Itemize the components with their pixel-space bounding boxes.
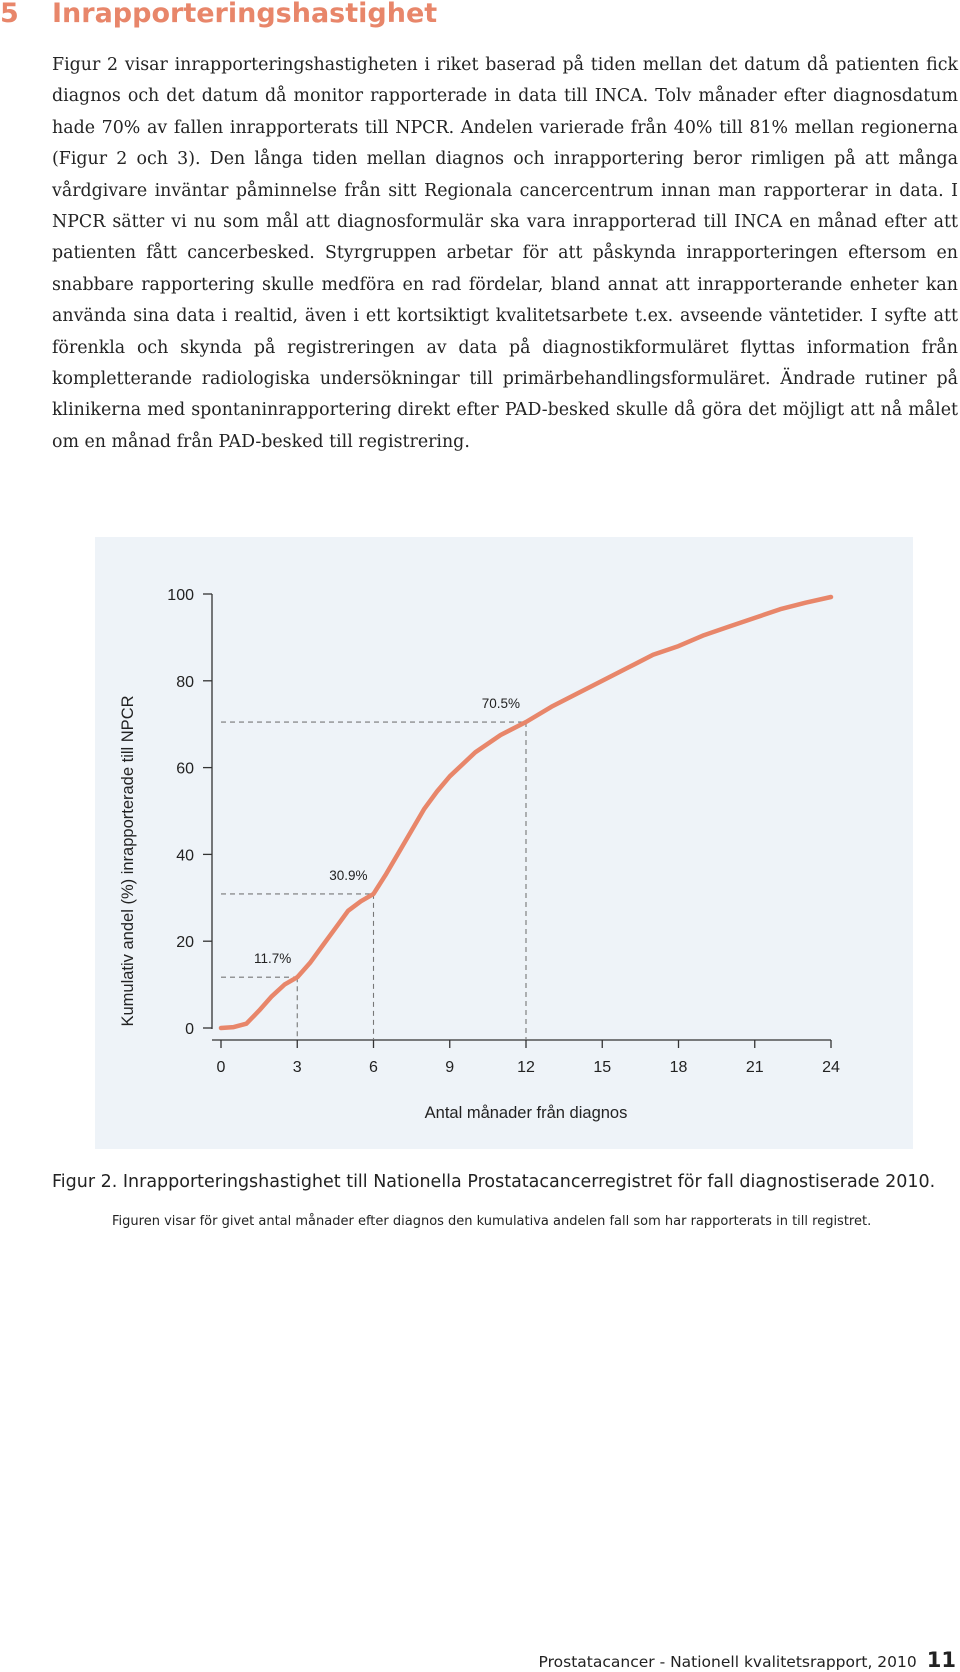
x-tick-label: 24	[822, 1059, 840, 1076]
cumulative-reporting-chart	[95, 537, 913, 1149]
x-tick-label: 9	[445, 1059, 455, 1076]
x-tick-label: 21	[745, 1059, 764, 1076]
x-tick-label: 0	[216, 1059, 226, 1076]
y-tick-label: 40	[176, 847, 194, 865]
page-number: 11	[926, 1648, 956, 1672]
annotation-label: 11.7%	[253, 951, 292, 967]
section-number: 5	[0, 0, 19, 29]
y-axis-label: Kumulativ andel (%) inrapporterade till NPCR	[119, 695, 137, 1027]
x-tick-label: 18	[669, 1059, 688, 1076]
page-footer	[539, 1648, 956, 1672]
figure-caption: Figur 2. Inrapporteringshastighet till Nationella Prostatacancerregistret för fall diagnostiserade 2010.	[52, 1172, 936, 1192]
section-title: Inrapporteringshastighet	[52, 0, 438, 29]
annotation-label: 30.9%	[329, 867, 368, 883]
y-tick-label: 80	[176, 673, 194, 691]
y-tick-label: 100	[167, 587, 194, 604]
x-tick-label: 6	[369, 1059, 378, 1076]
x-tick-label: 3	[292, 1059, 302, 1076]
x-axis-label: Antal månader från diagnos	[424, 1104, 628, 1122]
y-tick-label: 0	[185, 1021, 194, 1038]
annotation-label: 70.5%	[481, 696, 520, 712]
footer-text: Prostatacancer - Nationell kvalitetsrapport, 2010	[538, 1653, 917, 1671]
y-tick-label: 20	[176, 934, 194, 952]
x-tick-label: 12	[517, 1059, 535, 1076]
x-tick-label: 15	[593, 1059, 612, 1076]
figure-subcaption: Figuren visar för givet antal månader efter diagnos den kumulativa andelen fall som har rapporterats in till registret.	[112, 1214, 872, 1229]
section-heading	[0, 0, 437, 28]
chart-figure	[95, 537, 913, 1149]
body-paragraph: Figur 2 visar inrapporteringshastigheten i riket baserad på tiden mellan det datum då patienten fick diagnos och det datum då monitor rapporterade in data till INCA. Tolv månader efter diagnosdatum hade 70% av fallen inrapporterats till NPCR. Andelen varierade från 40% till 81% mellan regionerna (Figur 2 och 3). Den långa tiden mellan diagnos och inrapportering beror rimligen på att många vårdgivare inväntar påminnelse från sitt Regionala cancercentrum innan man rapporterar in data. I NPCR sätter vi nu som mål att diagnosformulär ska vara inrapporterad till INCA en månad efter att patienten fått cancerbesked. Styrgruppen arbetar för att påskynda inrapporteringen eftersom en snabbare rapportering skulle medföra en rad fördelar, bland annat att inrapporterande enheter kan använda sina data i realtid, även i ett kortsiktigt kvalitetsarbete t.ex. avseende väntetider. I syfte att förenkla och skynda på registreringen av data på diagnostikformuläret flyttas information från kompletterande radiologiska undersökningar till primärbehandlingsformuläret. Ändrade rutiner på klinikerna med spontaninrapportering direkt efter PAD-besked skulle då göra det möjligt att nå målet om en månad från PAD-besked till registrering.	[52, 55, 958, 452]
y-tick-label: 60	[176, 760, 194, 778]
